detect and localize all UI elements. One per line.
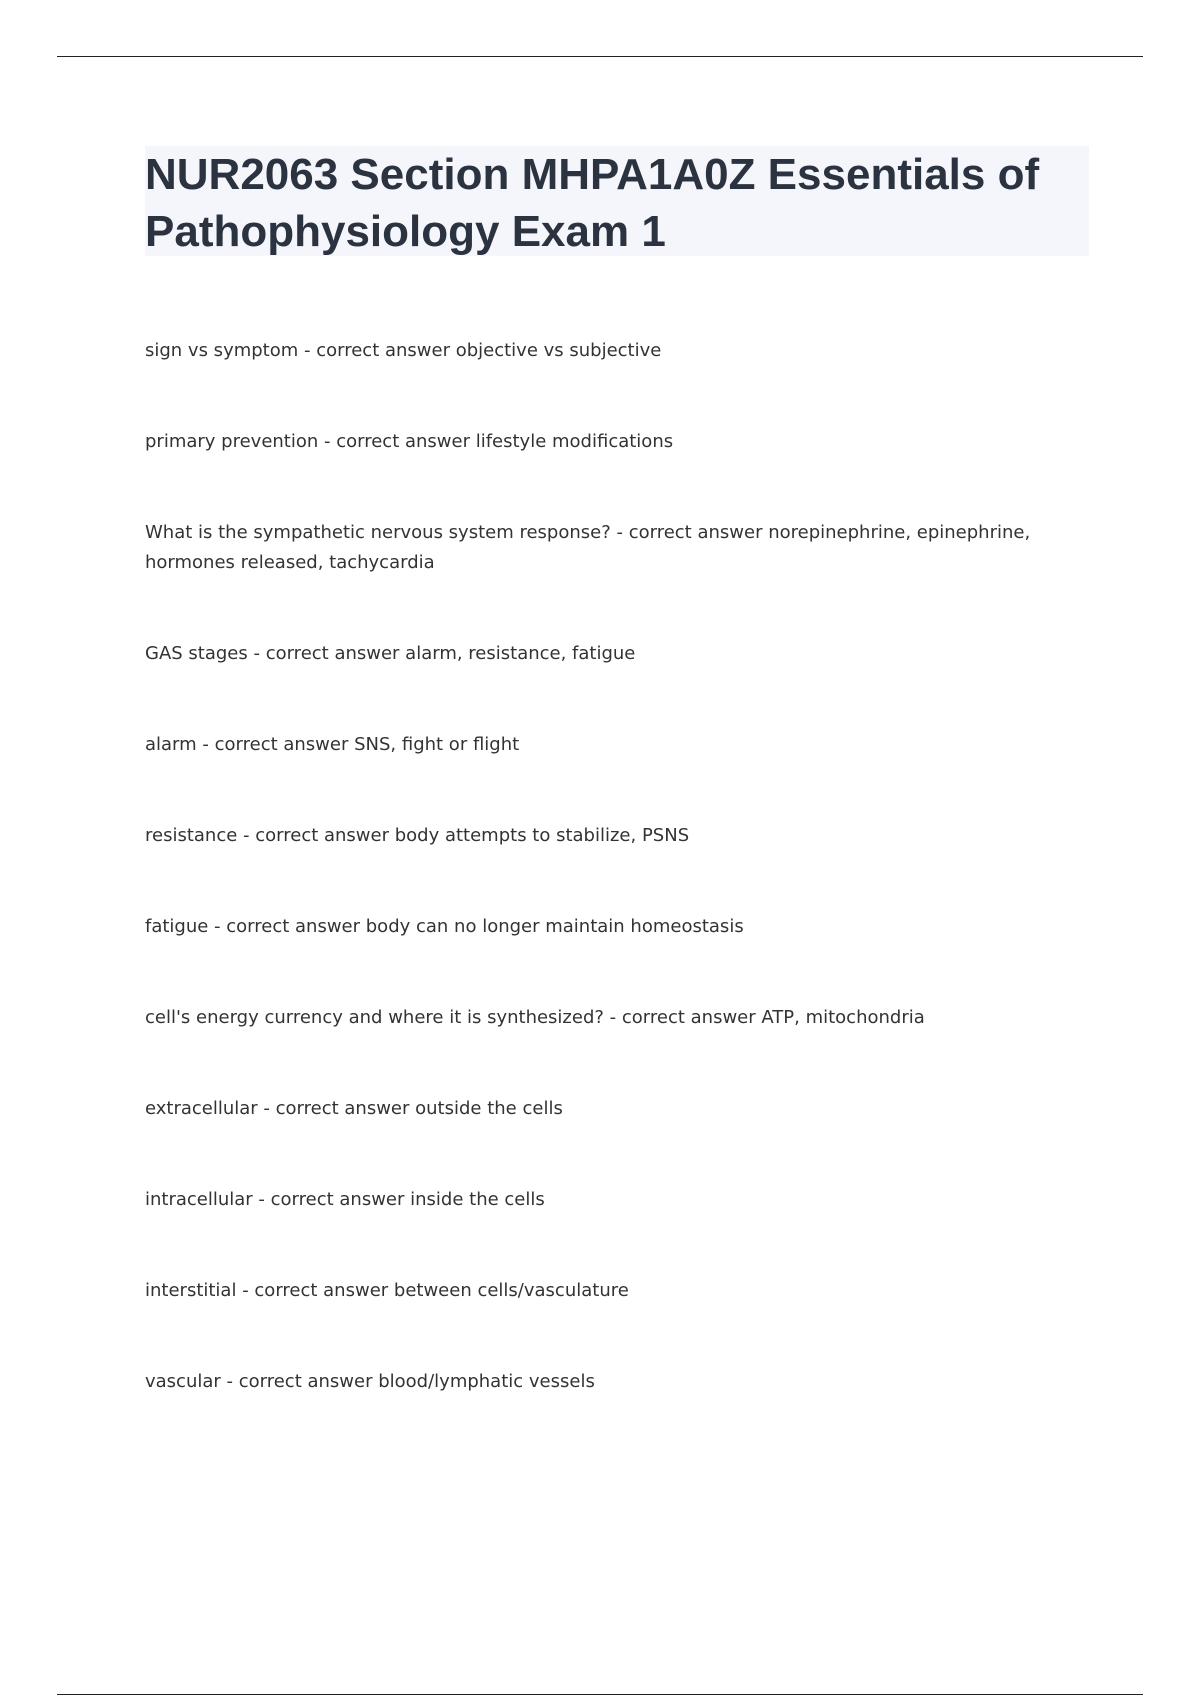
qa-item: sign vs symptom - correct answer objective vs subjective — [145, 340, 662, 361]
qa-item: intracellular - correct answer inside the cells — [145, 1189, 545, 1210]
document-title: NUR2063 Section MHPA1A0Z Essentials of Pathophysiology Exam 1 — [145, 150, 1040, 256]
qa-item: cell's energy currency and where it is synthesized? - correct answer ATP, mitochondria — [145, 1007, 925, 1028]
bottom-rule — [57, 1694, 1143, 1695]
qa-item: extracellular - correct answer outside the cells — [145, 1098, 563, 1119]
qa-list — [145, 336, 1075, 1458]
qa-item: GAS stages - correct answer alarm, resistance, fatigue — [145, 643, 636, 664]
top-rule — [57, 56, 1143, 57]
qa-item: resistance - correct answer body attempts to stabilize, PSNS — [145, 825, 690, 846]
qa-item: interstitial - correct answer between cells/vasculature — [145, 1280, 629, 1301]
title-block — [145, 146, 1089, 256]
qa-item: alarm - correct answer SNS, fight or flight — [145, 734, 520, 755]
qa-item: What is the sympathetic nervous system response? - correct answer norepinephrine, epinephrine, hormones released, tachycardia — [145, 522, 1031, 573]
qa-item: fatigue - correct answer body can no longer maintain homeostasis — [145, 916, 744, 937]
qa-item: primary prevention - correct answer lifestyle modifications — [145, 431, 674, 452]
qa-item: vascular - correct answer blood/lymphatic vessels — [145, 1371, 595, 1392]
